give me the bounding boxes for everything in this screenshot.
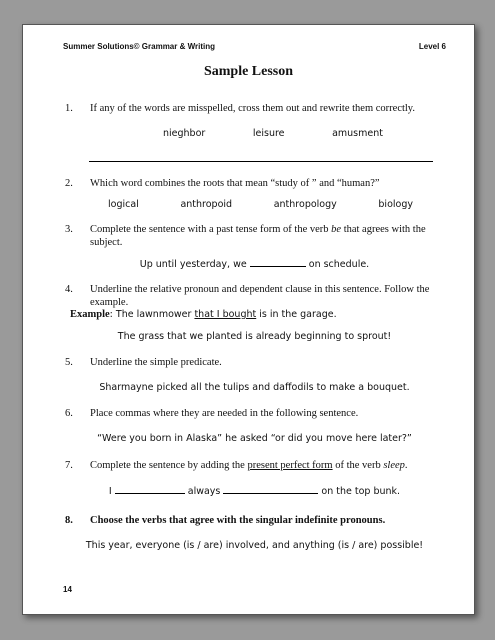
question-number: 8. [65,515,73,526]
question-number: 5. [65,357,73,368]
header-level: Level 6 [418,42,446,51]
question-number: 1. [65,103,73,114]
example-label: Example [70,309,110,320]
example-line [70,309,337,320]
page-title: Sample Lesson [203,64,294,79]
page-number: 14 [63,585,72,594]
question-text: Complete the sentence with a past tense form of the verb [90,224,332,235]
option-1[interactable]: logical [108,199,139,210]
question-text: Complete the sentence by adding the [90,460,248,471]
example-underlined: that I bought [194,309,257,320]
answer-blank-1[interactable] [115,493,185,494]
option-2[interactable]: anthropoid [180,199,233,210]
sentence-part: always [184,486,224,497]
sentence-part: on schedule. [305,259,370,270]
question-number: 3. [65,224,73,235]
question-text: Which word combines the roots that mean “study of ” and “human?” [90,178,380,189]
question-text: Underline the relative pronoun and dependent clause in this sentence. Follow the example. [90,284,430,308]
question-number: 2. [65,178,73,189]
sentence-part: on the top bunk. [318,486,401,497]
question-3 [65,223,440,249]
question-text: Underline the simple predicate. [90,357,222,368]
verb: sleep [383,460,405,471]
question-2 [65,177,440,190]
example-text: : The lawnmower [109,309,195,320]
q6-sentence: “Were you born in Alaska” he asked “or did you move here later?” [97,433,412,444]
question-text-underlined: present perfect form [247,460,333,471]
word-options [108,199,413,210]
q8-sentence: This year, everyone (is / are) involved, and anything (is / are) possible! [85,540,424,551]
answer-blank[interactable] [250,266,306,267]
question-1 [65,102,440,115]
q7-sentence [63,486,446,497]
question-number: 6. [65,408,73,419]
answer-line[interactable] [89,161,433,162]
misspelled-words [163,128,383,139]
option-4[interactable]: biology [378,199,413,210]
q4-sentence: The grass that we planted is already beginning to sprout! [117,331,392,342]
question-text-end: . [404,460,408,471]
question-4 [65,283,440,309]
header-book-title: Summer Solutions© Grammar & Writing [63,42,215,51]
question-number: 4. [65,284,73,295]
word-1: nieghbor [163,128,206,139]
sentence-part: I [108,486,115,497]
word-3: amusment [332,128,383,139]
question-text-cont: of the verb [332,460,384,471]
word-2: leisure [252,128,285,139]
example-text: is in the garage. [256,309,337,320]
question-7 [65,459,440,472]
verb: be [331,224,342,235]
question-8 [65,514,440,527]
page-header [63,42,446,51]
question-text: Choose the verbs that agree with the singular indefinite pronouns. [90,515,386,526]
q3-sentence [63,259,446,270]
sentence-part: Up until yesterday, we [139,259,250,270]
worksheet-page [22,24,475,615]
q5-sentence: Sharmayne picked all the tulips and daffodils to make a bouquet. [99,382,410,393]
option-3[interactable]: anthropology [273,199,337,210]
question-text: If any of the words are misspelled, cross them out and rewrite them correctly. [90,103,416,114]
answer-blank-2[interactable] [223,493,318,494]
question-text-cont: that agrees with the subject. [90,224,426,248]
question-5 [65,356,440,369]
question-6 [65,407,440,420]
question-number: 7. [65,460,73,471]
question-text: Place commas where they are needed in the following sentence. [90,408,359,419]
